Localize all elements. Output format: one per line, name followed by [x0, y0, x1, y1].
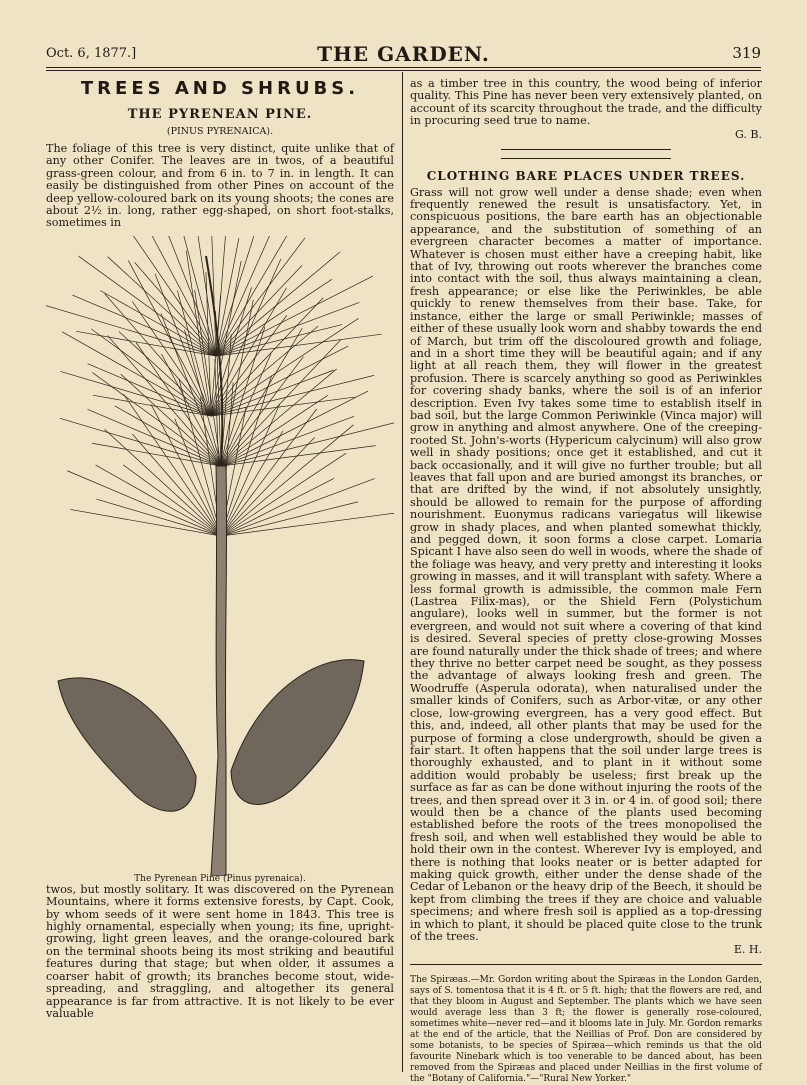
publication-title: THE GARDEN. [317, 42, 490, 66]
section-title: TREES AND SHRUBS. [80, 78, 360, 99]
left-column [46, 78, 394, 1020]
issue-date: Oct. 6, 1877.] [46, 46, 137, 61]
pine-branch-drawing [46, 236, 394, 876]
header-rule [46, 67, 761, 68]
page-header [46, 42, 761, 66]
article-paragraph-1: The foliage of this tree is very distinct, quite unlike that of any other Conifer. The leaves are in twos, of a beautiful grass-green colour, and from 6 in. to 7 in. in length. It can easily be distinguished from other Pines on account of the deep yellow-coloured bark on its young shoots; the cones are about 2½ in. long, rather egg-shaped, on short foot-stalks, sometimes in [46, 142, 394, 230]
page-number: 319 [732, 44, 761, 62]
clothing-article-text: Grass will not grow well under a dense shade; even when frequently renewed the result is unsatisfactory. Yet, in conspicuous positions, the bare earth has an objectionable appearance, and the substitution of something of an evergreen character becomes a matter of importance. Whatever is chosen must either have a creeping habit, like that of Ivy, throwing out roots wherever the branches come into contact with the soil, thus always maintaining a clean, fresh appearance; or else like the Periwinkles, be able quickly to renew themselves from their base. Take, for instance, either the large or small Periwinkle; masses of either of these usually look worn and shabby towards the end of March, but trim off the discoloured growth and foliage, and in a short time they will be beautiful again; and if any light at all reach them, they will flower in the greatest profusion. There is scarcely anything so good as Periwinkles for covering shady banks, where the soil is of an inferior description. Even Ivy takes some time to establish itself in bad soil, but the large Common Periwinkle (Vinca major) will grow in anything and almost anywhere. One of the creeping-rooted St. John's-worts (Hypericum calycinum) will also grow well in shady positions; once get it established, and cut it back occasionally, and it will give no further trouble; but all leaves that fall upon and are buried amongst its branches, or that are drifted by the wind, if not absolutely unsightly, should be allowed to remain for the purpose of affording nourishment. Euonymus radicans variegatus will likewise grow in shady places, and when planted somewhat thickly, and pegged down, it soon forms a close carpet. Lomaria Spicant I have also seen do well in woods, where the shade of the foliage was heavy, and very pretty and interesting it looks growing in masses, and it will transplant with safety. Where a less formal growth is admissible, the common male Fern (Lastrea Filix-mas), or the Shield Fern (Polystichum angulare), looks well in summer, but the former is not evergreen, and would not suit where a covering of that kind is desired. Several species of pretty close-growing Mosses are found naturally under the thick shade of trees; and where they thrive no better carpet need be sought, as they possess the advantage of always looking fresh and green. The Woodruffe (Asperula odorata), when naturalised under the smaller kinds of Conifers, such as Arbor-vitæ, or any other close, low-growing evergreen, has a very good effect. But this, and, indeed, all other plants that may be used for the purpose of forming a close undergrowth, should be given a fair start. It often happens that the soil under large trees is thoroughly exhausted, and to plant in it without some addition would probably be useless; first break up the surface as far as can be done without injuring the roots of the trees, and then spread over it 3 in. or 4 in. of good soil; there would then be a chance of the plants used becoming established before the roots of the trees monopolised the fresh soil, and when well established they would be able to hold their own in the contest. Wherever Ivy is employed, and there is nothing that looks neater or is better adapted for making quick growth, either under the dense shade of the Cedar of Lebanon or the heavy drip of the Beech, it should be kept from climbing the trees if they are choice and valuable specimens; and where fresh soil is applied as a top-dressing in which to plant, it should be placed quite close to the trunk of the trees. [410, 185, 762, 943]
article-separator [501, 149, 671, 150]
spiraea-separator [410, 964, 762, 965]
pine-article-continued: as a timber tree in this country, the wood being of inferior quality. This Pine has never been very extensively planted, on account of its scarcity throughout the trade, and the difficulty in procuring seed true to name. [410, 77, 762, 128]
column-divider [402, 72, 403, 1072]
article-title: THE PYRENEAN PINE. [127, 107, 313, 122]
article-paragraph-2: twos, but mostly solitary. It was discovered on the Pyrenean Mountains, where it forms extensive forests, by Capt. Cook, by whom seeds of it were sent home in 1843. This tree is highly ornamental, especially when young; its fine, upright-growing, light green leaves, and the orange-coloured bark on the terminal shoots being its most striking and beautiful features during that stage; but when older, it assumes a coarser habit of growth; its branches become stout, wide-spreading, and straggling, and altogether its general appearance is far from attractive. It is not likely to be ever valuable [46, 882, 394, 1020]
article-separator-double [501, 158, 671, 159]
signature-eh: E. H. [733, 943, 762, 957]
signature-gb: G. B. [735, 127, 762, 141]
pine-illustration [46, 236, 394, 884]
right-column [410, 78, 762, 1085]
header-rule-double [46, 70, 761, 71]
clothing-article-title: CLOTHING BARE PLACES UNDER TREES. [426, 168, 746, 183]
article-subtitle: (PINUS PYRENAICA). [166, 126, 274, 137]
illustration-caption: The Pyrenean Pine (Pinus pyrenaica). [134, 873, 306, 884]
spiraea-note: The Spiræas.—Mr. Gordon writing about the Spiræas in the London Garden, says of S. tomentosa that it is 4 ft. or 5 ft. high; that the flowers are red, and that they bloom in August and September. The plants which we have seen would average less than 3 ft; the flower is generally rose-coloured, sometimes white—never red—and it blooms late in July. Mr. Gordon remarks at the end of the article, that the Neillias of Prof. Don are considered by some botanists, to be species of Spiræa—which reminds us that the old favourite Ninebark which is too venerable to be danced about, has been removed from the Spiræas and placed under Neillias in the first volume of the "Botany of California."—"Rural New Yorker." [410, 975, 762, 1085]
